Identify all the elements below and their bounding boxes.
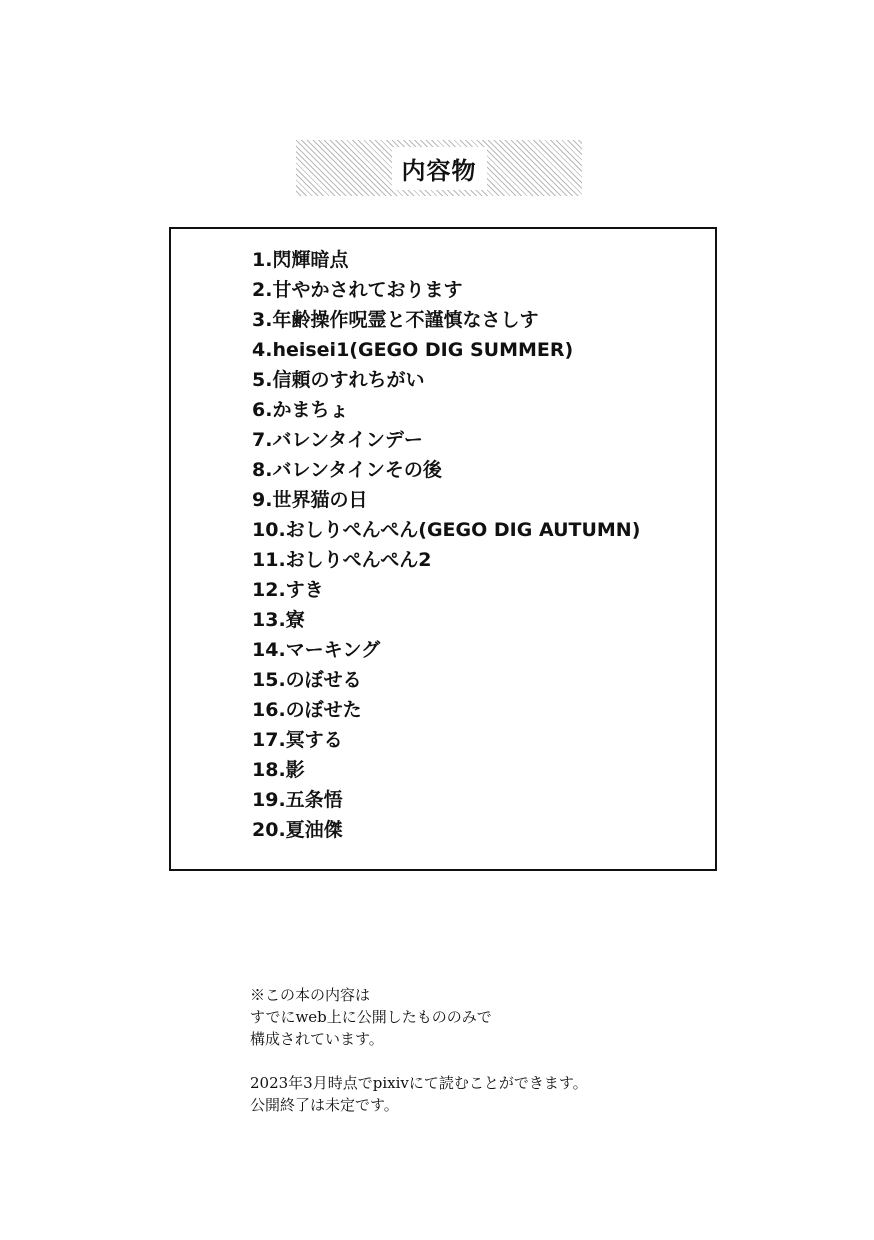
contents-item-10: 10.おしりぺんぺん(GEGO DIG AUTUMN) xyxy=(252,519,641,541)
title-banner xyxy=(296,140,582,196)
note-line-1: ※この本の内容は xyxy=(250,986,371,1004)
contents-item-14: 14.マーキング xyxy=(252,639,381,661)
contents-item-9: 9.世界猫の日 xyxy=(252,489,368,511)
contents-item-15: 15.のぼせる xyxy=(252,669,362,691)
contents-item-2: 2.甘やかされております xyxy=(252,279,463,301)
note-line-2: すでにweb上に公開したもののみで xyxy=(250,1008,492,1026)
contents-item-3: 3.年齢操作呪霊と不謹慎なさしす xyxy=(252,309,539,331)
note-spacer xyxy=(250,1050,588,1072)
page-title: 内容物 xyxy=(401,156,477,185)
contents-item-20: 20.夏油傑 xyxy=(252,819,343,841)
contents-item-7: 7.バレンタインデー xyxy=(252,429,423,451)
note-line-3: 構成されています。 xyxy=(250,1030,384,1048)
contents-item-8: 8.バレンタインその後 xyxy=(252,459,442,481)
title-label-wrap xyxy=(392,147,487,190)
note-line-5: 公開終了は未定です。 xyxy=(250,1096,399,1114)
note-line-4: 2023年3月時点でpixivにて読むことができます。 xyxy=(250,1074,588,1092)
contents-item-16: 16.のぼせた xyxy=(252,699,362,721)
contents-list xyxy=(252,245,640,845)
contents-item-11: 11.おしりぺんぺん2 xyxy=(252,549,432,571)
contents-item-12: 12.すき xyxy=(252,579,324,601)
contents-item-17: 17.冥する xyxy=(252,729,343,751)
contents-item-19: 19.五条悟 xyxy=(252,789,343,811)
contents-item-1: 1.閃輝暗点 xyxy=(252,249,349,271)
contents-item-6: 6.かまちょ xyxy=(252,399,349,421)
contents-item-13: 13.寮 xyxy=(252,609,305,631)
contents-item-4: 4.heisei1(GEGO DIG SUMMER) xyxy=(252,339,574,361)
contents-item-5: 5.信頼のすれちがい xyxy=(252,369,425,391)
publication-note xyxy=(250,984,588,1116)
contents-item-18: 18.影 xyxy=(252,759,305,781)
